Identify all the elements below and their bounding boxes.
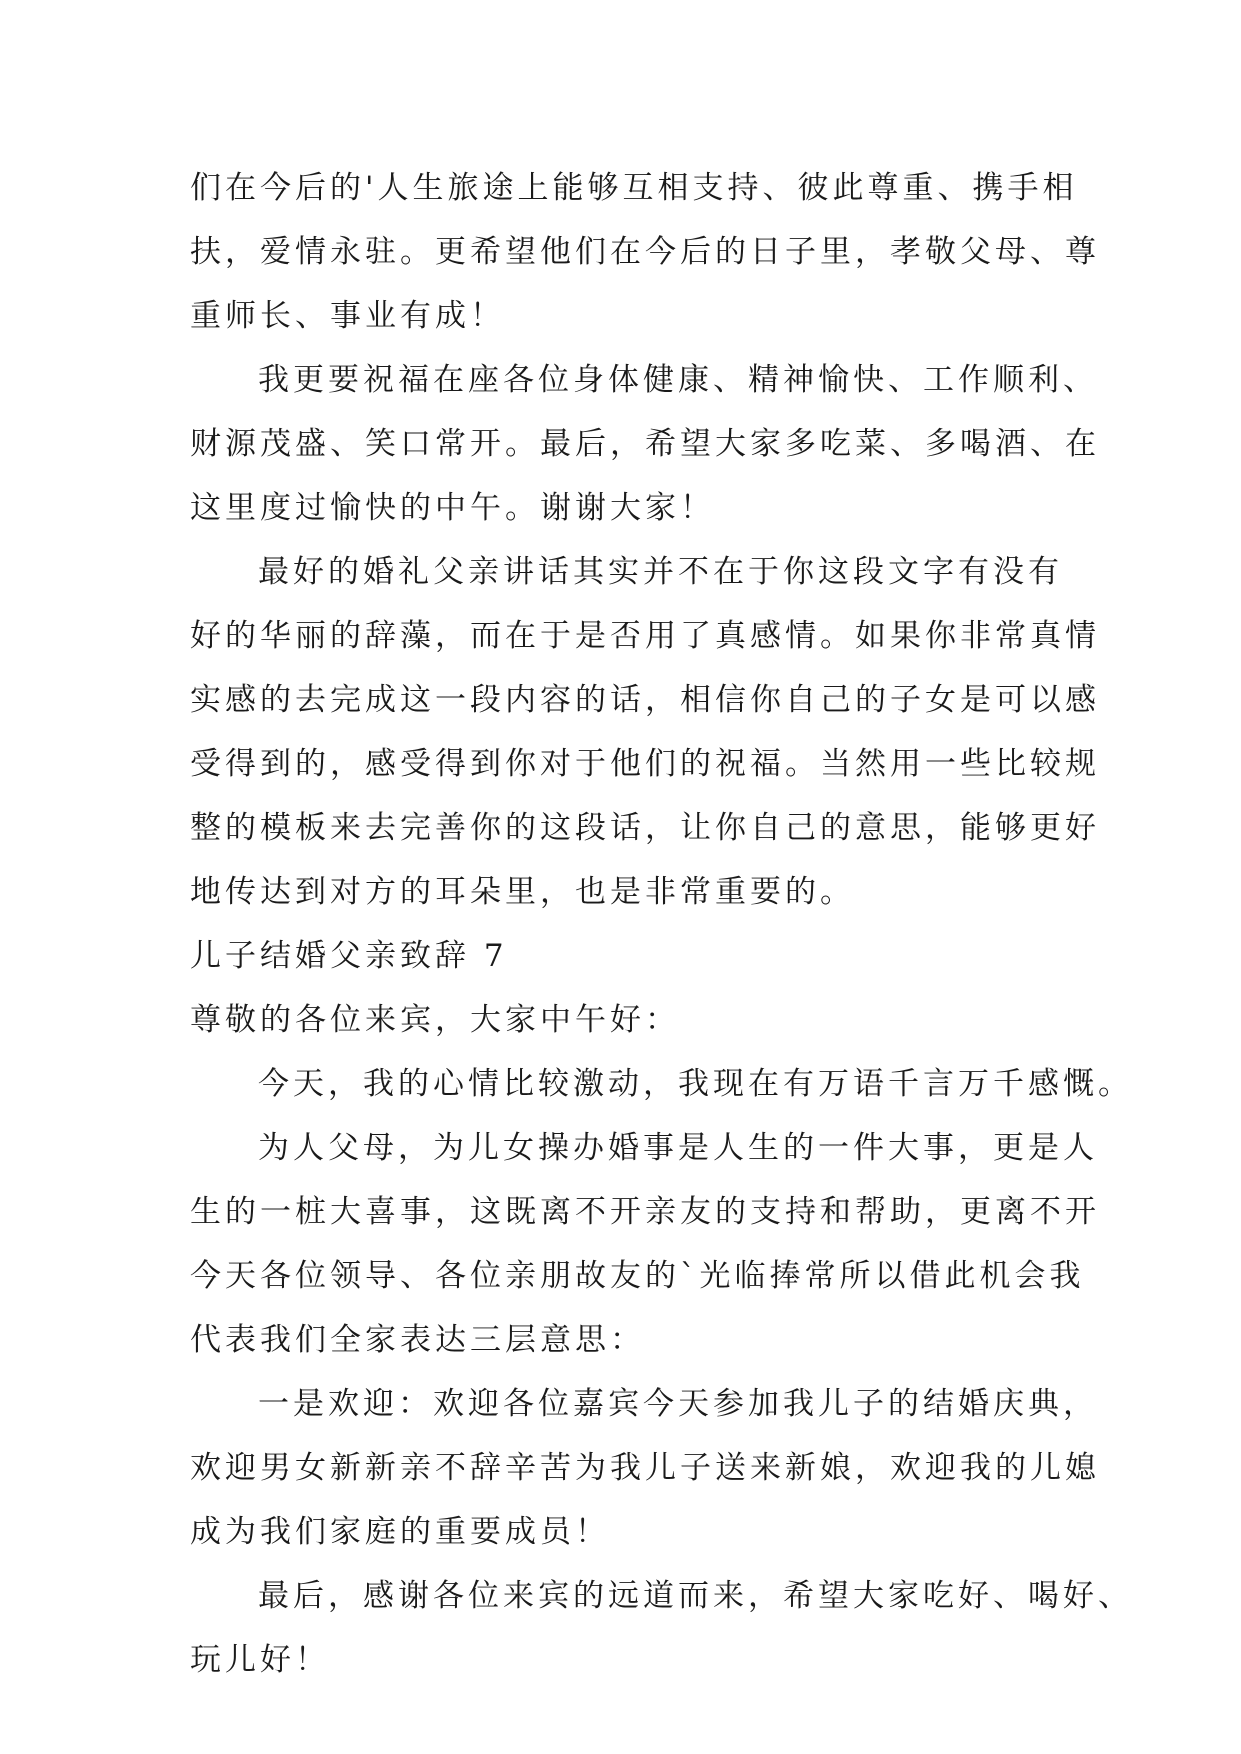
- text-line: 代表我们全家表达三层意思：: [190, 1322, 645, 1358]
- text-line: 一是欢迎：欢迎各位嘉宾今天参加我儿子的结婚庆典，: [258, 1386, 1098, 1422]
- text-line: 最好的婚礼父亲讲话其实并不在于你这段文字有没有: [258, 554, 1063, 590]
- text-line: 欢迎男女新新亲不辞辛苦为我儿子送来新娘，欢迎我的儿媳: [190, 1450, 1100, 1486]
- text-line: 今天各位领导、各位亲朋故友的`光临捧常所以借此机会我: [190, 1258, 1085, 1294]
- text-line: 受得到的，感受得到你对于他们的祝福。当然用一些比较规: [190, 746, 1100, 782]
- text-line: 整的模板来去完善你的这段话，让你自己的意思，能够更好: [190, 810, 1100, 846]
- text-line: 好的华丽的辞藻，而在于是否用了真感情。如果你非常真情: [190, 618, 1100, 654]
- text-line: 为人父母，为儿女操办婚事是人生的一件大事，更是人: [258, 1130, 1098, 1166]
- section-heading: 儿子结婚父亲致辞 7: [190, 938, 508, 974]
- text-line: 扶，爱情永驻。更希望他们在今后的日子里，孝敬父母、尊: [190, 234, 1100, 270]
- text-line: 玩儿好！: [190, 1642, 330, 1678]
- text-line: 这里度过愉快的中午。谢谢大家！: [190, 490, 715, 526]
- document-body: [190, 156, 1133, 1692]
- text-line: 我更要祝福在座各位身体健康、精神愉快、工作顺利、: [258, 362, 1098, 398]
- text-line: 今天，我的心情比较激动，我现在有万语千言万千感慨。: [258, 1066, 1133, 1102]
- text-line: 实感的去完成这一段内容的话，相信你自己的子女是可以感: [190, 682, 1100, 718]
- text-line: 地传达到对方的耳朵里，也是非常重要的。: [190, 874, 855, 910]
- text-line: 们在今后的'人生旅途上能够互相支持、彼此尊重、携手相: [190, 170, 1078, 206]
- text-line: 生的一桩大喜事，这既离不开亲友的支持和帮助，更离不开: [190, 1194, 1100, 1230]
- text-line: 财源茂盛、笑口常开。最后，希望大家多吃菜、多喝酒、在: [190, 426, 1100, 462]
- text-line: 重师长、事业有成！: [190, 298, 505, 334]
- text-line: 最后，感谢各位来宾的远道而来，希望大家吃好、喝好、: [258, 1578, 1133, 1614]
- salutation-line: 尊敬的各位来宾，大家中午好：: [190, 1002, 680, 1038]
- text-line: 成为我们家庭的重要成员！: [190, 1514, 610, 1550]
